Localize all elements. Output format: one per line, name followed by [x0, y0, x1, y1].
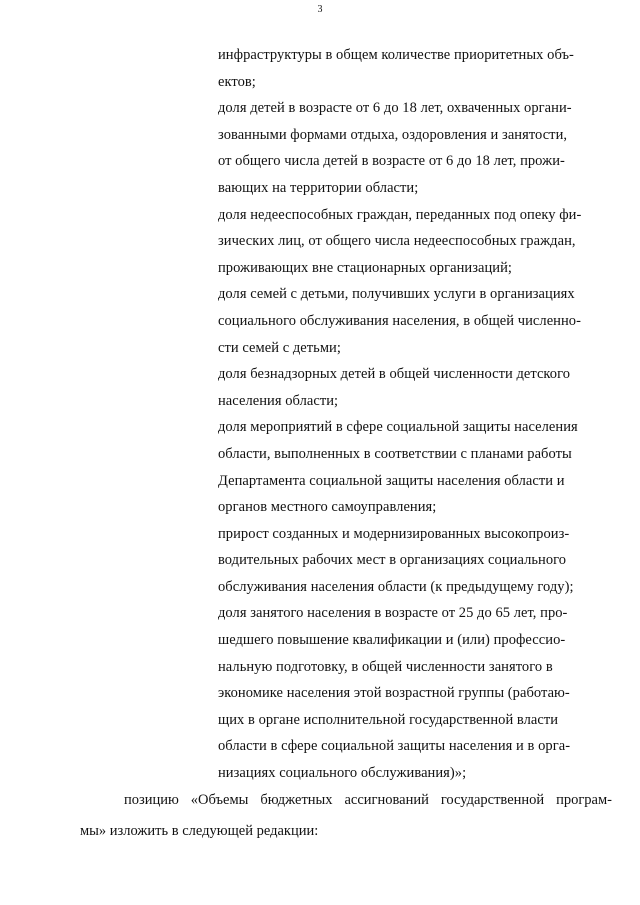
text-line: инфраструктуры в общем количестве приоритетных объ- [218, 47, 574, 63]
text-line: доля безнадзорных детей в общей численности детского [218, 366, 571, 383]
text-line: Департамента социальной защиты населения области и [218, 472, 565, 489]
text-line: населения области; [218, 392, 339, 409]
text-line: органов местного самоуправления; [218, 499, 437, 516]
text-line: щих в органе исполнительной государственной власти [218, 711, 559, 728]
text-line: шедшего повышение квалификации и (или) профессио- [218, 632, 566, 649]
word: позицию [124, 792, 179, 808]
paragraph-first-line [80, 788, 612, 812]
text-line: обслуживания населения области (к предыдущему году); [218, 578, 574, 595]
text-line: области, выполненных в соответствии с планами работы [218, 445, 572, 462]
text-line: низациях социального обслуживания)»; [218, 765, 467, 782]
word: ассигнований [344, 792, 429, 808]
text-line: проживающих вне стационарных организаций; [218, 259, 512, 276]
text-line: сти семей с детьми; [218, 339, 341, 356]
text-line: доля семей с детьми, получивших услуги в организациях [218, 286, 575, 303]
text-line: доля мероприятий в сфере социальной защиты населения [218, 419, 578, 436]
text-line: нальную подготовку, в общей численности занятого в [218, 658, 553, 675]
text-line: доля недееспособных граждан, переданных под опеку фи- [218, 206, 582, 223]
text-line: доля детей в возрасте от 6 до 18 лет, охваченных органи- [218, 100, 572, 117]
text-line: области в сфере социальной защиты населения и в орга- [218, 738, 571, 755]
text-line: зических лиц, от общего числа недееспособных граждан, [218, 233, 576, 250]
text-line: доля занятого населения в возрасте от 25 до 65 лет, про- [218, 605, 568, 622]
word: бюджетных [260, 792, 333, 808]
text-line: экономике населения этой возрастной группы (работаю- [218, 685, 570, 702]
paragraph-second-line: мы» изложить в следующей редакции: [80, 823, 319, 839]
text-line: ектов; [218, 73, 256, 90]
page-number: 3 [317, 4, 323, 15]
indicator-list [218, 42, 598, 787]
text-line: водительных рабочих мест в организациях социального [218, 552, 567, 569]
text-line: зованными формами отдыха, оздоровления и занятости, [218, 126, 568, 143]
text-line: от общего числа детей в возрасте от 6 до 18 лет, прожи- [218, 153, 565, 170]
word: «Объемы [190, 792, 249, 808]
text-line: вающих на территории области; [218, 179, 419, 196]
text-line: социального обслуживания населения, в общей численно- [218, 312, 581, 329]
word: програм- [556, 792, 612, 808]
word: государственной [440, 792, 545, 808]
text-line: прирост созданных и модернизированных высокопроиз- [218, 525, 570, 542]
